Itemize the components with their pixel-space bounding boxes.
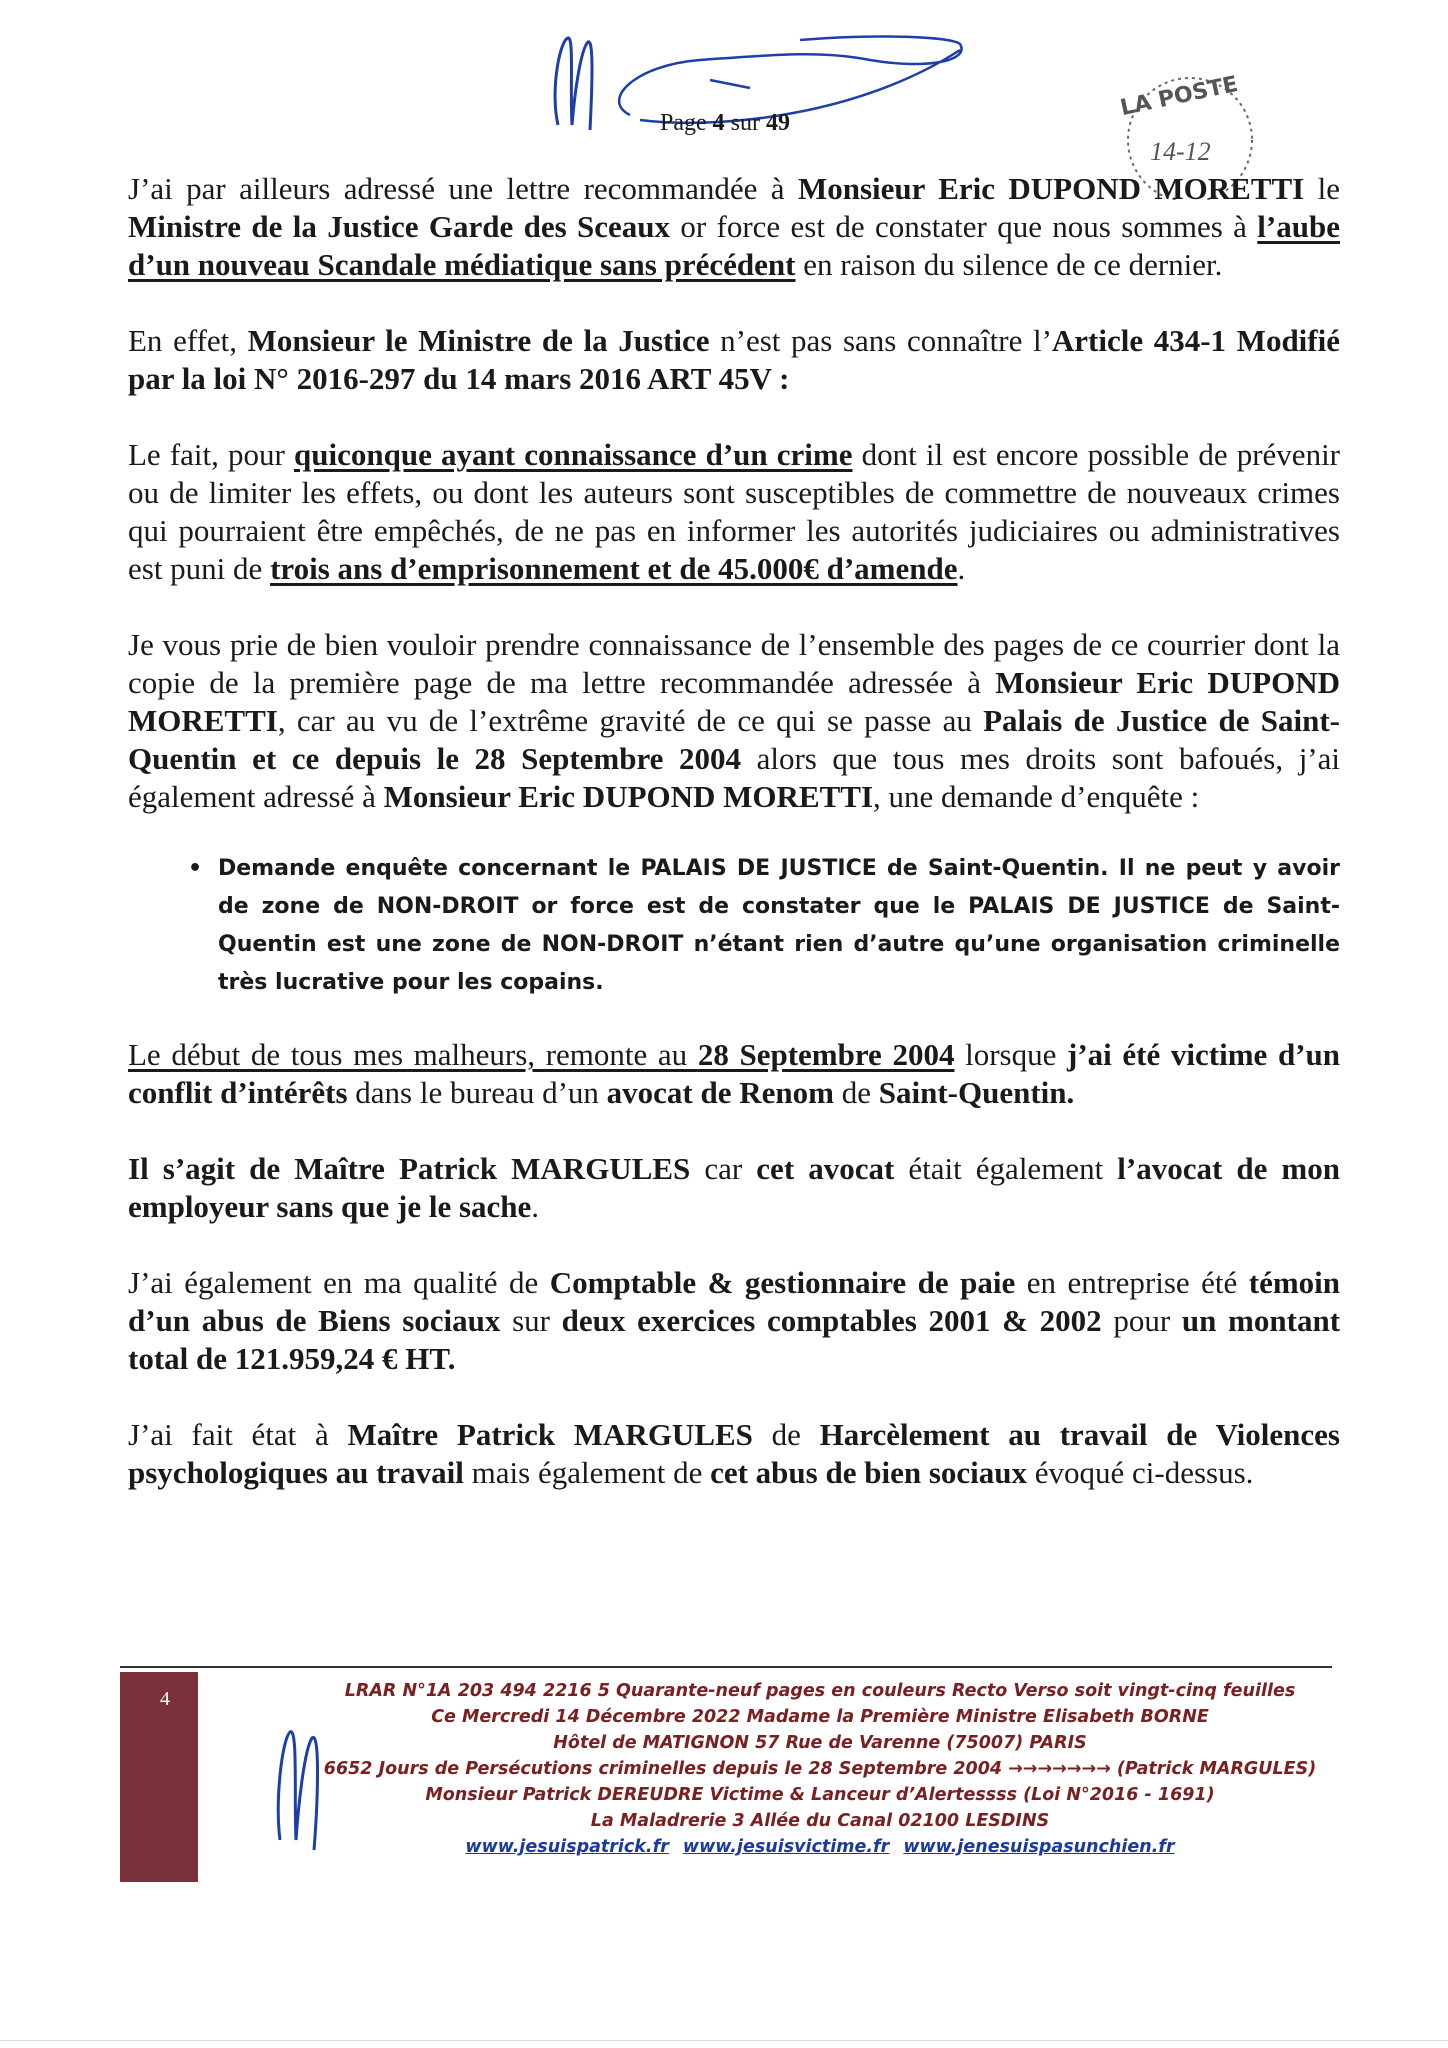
bottom-edge bbox=[0, 2040, 1448, 2041]
footer-line-3: Hôtel de MATIGNON 57 Rue de Varenne (75007) PARIS bbox=[553, 1733, 1087, 1753]
stamp-date: 14-12 bbox=[1150, 137, 1211, 166]
footer-line-4: 6652 Jours de Persécutions criminelles depuis le 28 Septembre 2004 →→→→→→→ (Patrick MARGULES) bbox=[323, 1759, 1317, 1779]
footer-line-2: Ce Mercredi 14 Décembre 2022 Madame la Première Ministre Elisabeth BORNE bbox=[431, 1707, 1209, 1727]
paragraph-7: J’ai également en ma qualité de Comptable & gestionnaire de paie en entreprise été témoin d’un abus de Biens sociaux sur deux exercices comptables 2001 & 2002 pour un montant total de 121.959,24 € HT. bbox=[128, 1265, 1341, 1376]
footer-text bbox=[310, 1678, 1330, 1860]
page-indicator: Page 4 sur 49 bbox=[660, 110, 790, 136]
stamp-text: LA POSTE bbox=[1118, 71, 1241, 122]
footer-divider bbox=[120, 1666, 1332, 1668]
paragraph-6: Il s’agit de Maître Patrick MARGULES car cet avocat était également l’avocat de mon employeur sans que je le sache. bbox=[128, 1151, 1340, 1224]
footer-link-jesuispatrick[interactable]: www.jesuispatrick.fr bbox=[465, 1837, 669, 1857]
paragraph-5: Le début de tous mes malheurs, remonte au 28 Septembre 2004 lorsque j’ai été victime d’un conflit d’intérêts dans le bureau d’un avocat de Renom de Saint-Quentin. bbox=[128, 1037, 1340, 1110]
footer-link-jenesuispasunchien[interactable]: www.jenesuispasunchien.fr bbox=[903, 1837, 1175, 1857]
paragraph-4: Je vous prie de bien vouloir prendre connaissance de l’ensemble des pages de ce courrier dont la copie de la première page de ma lettre recommandée adressée à Monsieur Eric DUPOND MORETTI, car au vu de l’extrême gravité de ce qui se passe au Palais de Justice de Saint-Quentin et ce depuis le 28 Septembre 2004 alors que tous mes droits sont bafoués, j’ai également adressé à Monsieur Eric DUPOND MORETTI, une demande d’enquête : bbox=[128, 627, 1340, 814]
paragraph-1: J’ai par ailleurs adressé une lettre recommandée à Monsieur Eric DUPOND MORETTI le Ministre de la Justice Garde des Sceaux or force est de constater que nous sommes à l’aube d’un nouveau Scandale médiatique sans précédent en raison du silence de ce dernier. bbox=[128, 171, 1341, 282]
footer-links bbox=[310, 1834, 1330, 1860]
footer-color-block bbox=[120, 1672, 198, 1882]
paragraph-3: Le fait, pour quiconque ayant connaissance d’un crime dont il est encore possible de prévenir ou de limiter les effets, ou dont les auteurs sont susceptibles de commettre de nouveaux crimes qui pourraient être empêchés, de ne pas en informer les autorités judiciaires ou administratives est puni de trois ans d’emprisonnement et de 45.000€ d’amende. bbox=[128, 437, 1341, 586]
bullet-item: • Demande enquête concernant le PALAIS DE JUSTICE de Saint-Quentin. Il ne peut y avoir de zone de NON-DROIT or force est de constater que le PALAIS DE JUSTICE de Saint-Quentin est une zone de NON-DROIT n’étant rien d’autre qu’une organisation criminelle très lucrative pour les copains. bbox=[188, 850, 1340, 1002]
footer-handwritten-initials bbox=[270, 1720, 330, 1860]
footer-line-5: Monsieur Patrick DEREUDRE Victime & Lanceur d’Alertessss (Loi N°2016 - 1691) bbox=[425, 1785, 1215, 1805]
paragraph-2: En effet, Monsieur le Ministre de la Justice n’est pas sans connaître l’Article 434-1 Modifié par la loi N° 2016-297 du 14 mars 2016 ART 45V : bbox=[128, 323, 1340, 396]
footer-line-6: La Maladrerie 3 Allée du Canal 02100 LESDINS bbox=[590, 1811, 1050, 1831]
footer-link-jesuisvictime[interactable]: www.jesuisvictime.fr bbox=[682, 1837, 890, 1857]
letter-body bbox=[128, 170, 1340, 1530]
bullet-dot-icon: • bbox=[188, 856, 203, 881]
paragraph-8: J’ai fait état à Maître Patrick MARGULES de Harcèlement au travail de Violences psychologiques au travail mais également de cet abus de bien sociaux évoqué ci-dessus. bbox=[128, 1417, 1340, 1490]
footer-page-number: 4 bbox=[160, 1688, 170, 1710]
footer-line-1: LRAR N°1A 203 494 2216 5 Quarante-neuf pages en couleurs Recto Verso soit vingt-cinq feuilles bbox=[344, 1681, 1296, 1701]
